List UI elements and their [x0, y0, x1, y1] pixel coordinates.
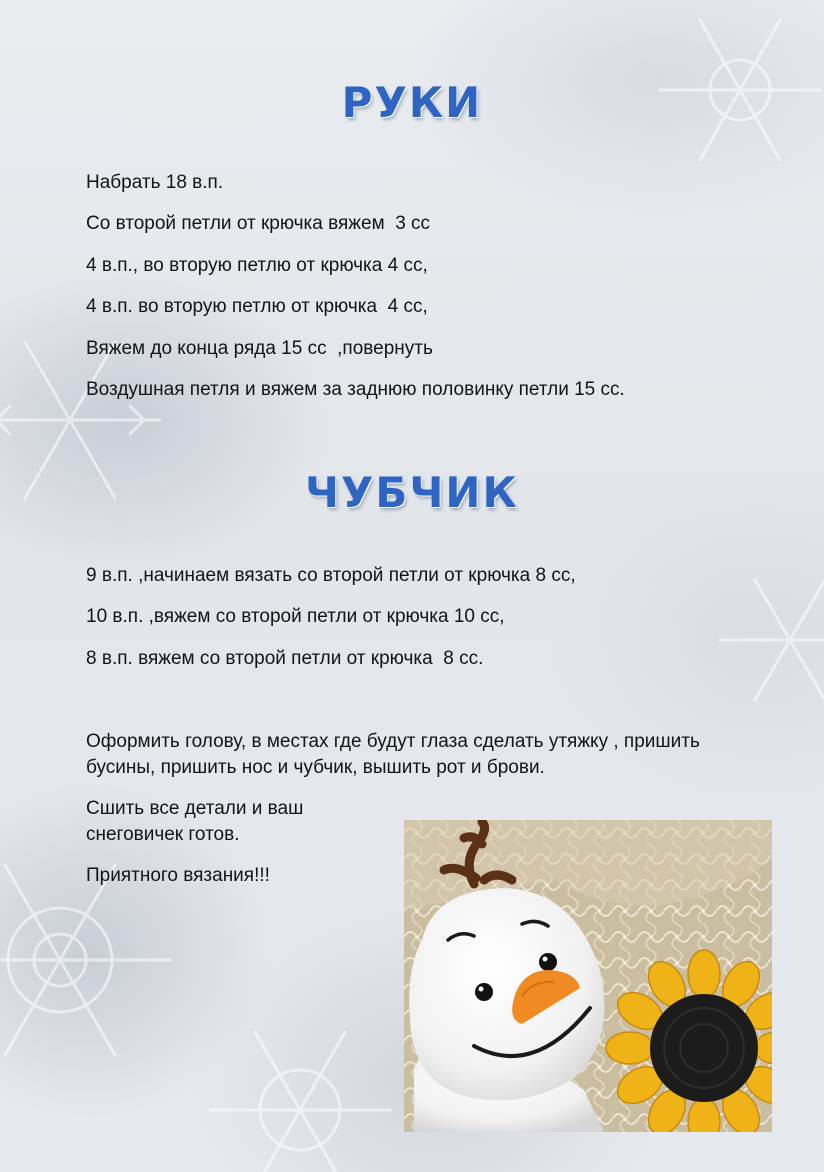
assembly-line-1: Оформить голову, в местах где будут глаза сделать утяжку , пришить — [86, 731, 700, 752]
arms-heading: РУКИ — [341, 78, 483, 127]
tuft-line-1: 9 в.п. ,начинаем вязать со второй петли от крючка 8 сс, — [86, 565, 576, 586]
tuft-heading: ЧУБЧИК — [305, 468, 519, 517]
arms-line-3: 4 в.п., во вторую петлю от крючка 4 сс, — [86, 255, 428, 276]
finish-line-1: Сшить все детали и ваш — [86, 798, 304, 819]
arms-line-5: Вяжем до конца ряда 15 сс ,повернуть — [86, 338, 433, 359]
arms-line-6: Воздушная петля и вяжем за заднюю половинку петли 15 сс. — [86, 379, 625, 400]
tuft-line-2: 10 в.п. ,вяжем со второй петли от крючка 10 сс, — [86, 606, 505, 627]
closing-line: Приятного вязания!!! — [86, 865, 270, 886]
tuft-line-3: 8 в.п. вяжем со второй петли от крючка 8 сс. — [86, 648, 484, 669]
snowman-photo — [404, 820, 772, 1132]
arms-line-4: 4 в.п. во вторую петлю от крючка 4 сс, — [86, 296, 428, 317]
arms-line-2: Со второй петли от крючка вяжем 3 сс — [86, 213, 431, 234]
assembly-line-2: бусины, пришить нос и чубчик, вышить рот и брови. — [86, 757, 545, 778]
finish-line-2: снеговичек готов. — [86, 824, 240, 845]
arms-line-1: Набрать 18 в.п. — [86, 172, 224, 193]
